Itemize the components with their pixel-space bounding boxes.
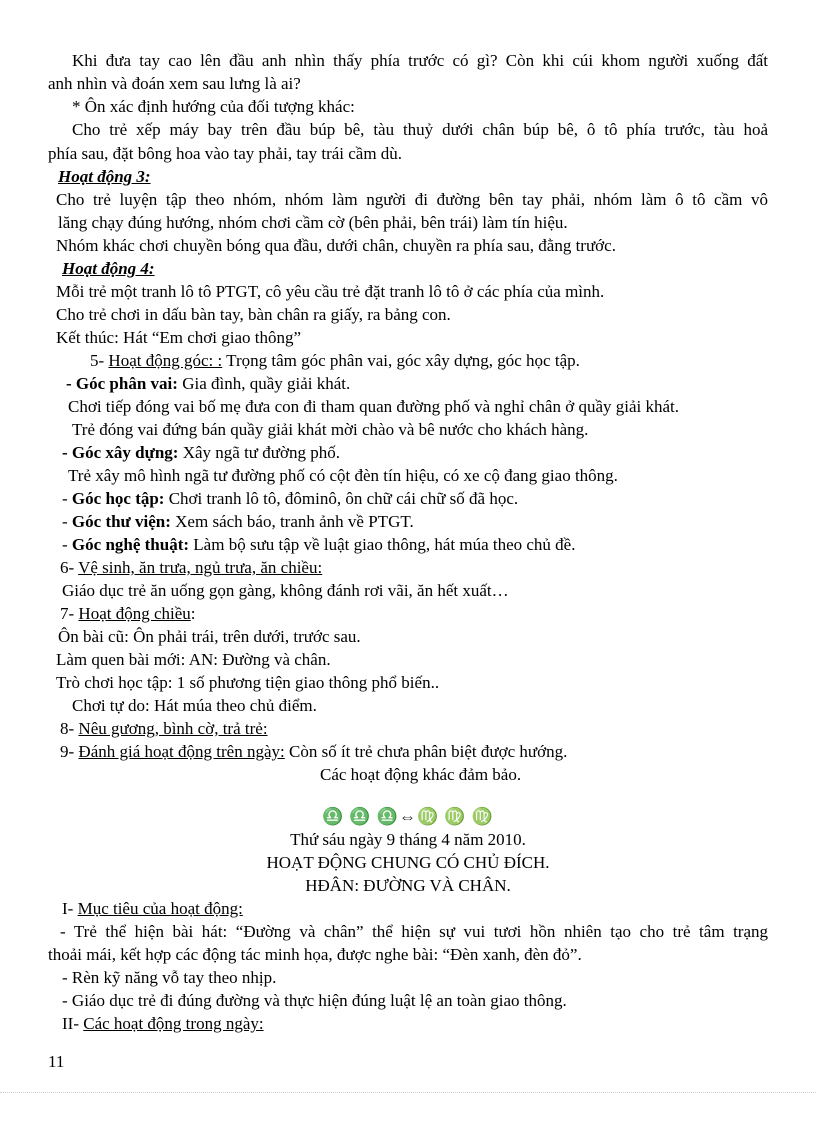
item-title: Mục tiêu của hoạt động: [77,899,243,918]
page-bottom-rule [0,1092,816,1093]
text-line: * Ôn xác định hướng của đối tượng khác: [72,97,355,116]
text-line: Trẻ đóng vai đứng bán quầy giải khát mời chào và bê nước cho khách hàng. [72,420,589,439]
corner-label: Góc thư viện: [71,512,171,531]
text-line: Chơi tự do: Hát múa theo chủ điểm. [72,696,317,715]
text-line [66,373,350,395]
text-line: Ôn bài cũ: Ôn phải trái, trên dưới, trước sau. [58,627,361,646]
text-line: - Rèn kỹ năng vỗ tay theo nhịp. [62,968,277,987]
text-line: Cho trẻ chơi in dấu bàn tay, bàn chân ra giấy, ra bảng con. [56,305,451,324]
item-number: 5- [90,351,109,370]
text-line: Cho trẻ luyện tập theo nhóm, nhóm làm người đi đường bên tay phải, nhóm làm ô tô cầm vô [56,190,768,209]
text-line: Các hoạt động khác đảm bảo. [320,765,522,784]
text-line: Khi đưa tay cao lên đầu anh nhìn thấy phía trước có gì? Còn khi cúi khom người xuống đất [72,51,768,70]
item-text: Trọng tâm góc phân vai, góc xây dựng, góc học tập. [222,351,580,370]
item-text: Xem sách báo, tranh ảnh về PTGT. [170,512,414,531]
text-line: Cho trẻ xếp máy bay trên đầu búp bê, tàu thuỷ dưới chân búp bê, ô tô phía trước, tàu hoả [72,120,768,139]
text-line: thoải mái, kết hợp các động tác minh họa, được nghe bài: “Đèn xanh, đèn đỏ”. [48,945,582,964]
item-text: Làm bộ sưu tập về luật giao thông, hát múa theo chủ đề. [189,535,576,554]
text-line: Kết thúc: Hát “Em chơi giao thông” [56,328,302,347]
numbered-heading [90,350,580,372]
text-line [62,511,414,533]
text-line: lăng chạy đúng hướng, nhóm chơi cầm cờ (bên phải, bên trái) làm tín hiệu. [58,213,568,232]
item-text: Gia đình, quầy giải khát. [177,374,351,393]
item-text: Xây ngã tư đường phố. [178,443,340,462]
text-line: Làm quen bài mới: AN: Đường và chân. [56,650,331,669]
text-line: - Giáo dục trẻ đi đúng đường và thực hiện đúng luật lệ an toàn giao thông. [62,991,567,1010]
text-line [62,534,575,556]
ornament-divider: ♎ ♎ ♎⇔♍ ♍ ♍ [321,807,494,826]
text-line: Chơi tiếp đóng vai bố mẹ đưa con đi tham quan đường phố và nghỉ chân ở quầy giải khát. [68,397,680,416]
text-line: Nhóm khác chơi chuyền bóng qua đầu, dưới chân, chuyền ra phía sau, đằng trước. [56,236,616,255]
numbered-heading [60,557,322,579]
text-line: Mỗi trẻ một tranh lô tô PTGT, cô yêu cầu trẻ đặt tranh lô tô ở các phía của mình. [56,282,605,301]
item-number: 6- [60,558,79,577]
section-heading: Hoạt động 3: [58,167,151,186]
item-number: 8- [60,719,79,738]
numbered-heading [60,603,196,625]
item-title: Hoạt động góc: : [108,351,223,370]
text-line: phía sau, đặt bông hoa vào tay phải, tay trái cầm dù. [48,144,403,163]
item-number: 7- [60,604,79,623]
text-line [62,488,518,510]
dash: - [62,512,72,531]
numbered-heading [62,898,243,920]
dash: - [62,489,72,508]
item-title: Đánh giá hoạt động trên ngày: [78,742,285,761]
numbered-heading [60,741,567,763]
item-text: Còn số ít trẻ chưa phân biệt được hướng. [284,742,568,761]
activity-subtitle: HĐÂN: ĐƯỜNG VÀ CHÂN. [305,876,511,895]
text-line: Trẻ xây mô hình ngã tư đường phố có cột đèn tín hiệu, có xe cộ đang giao thông. [68,466,618,485]
numbered-heading [62,1013,264,1035]
text-line: anh nhìn và đoán xem sau lưng là ai? [48,74,301,93]
corner-label: Góc nghệ thuật: [71,535,190,554]
corner-label: - Góc phân vai: [66,374,178,393]
date-line: Thứ sáu ngày 9 tháng 4 năm 2010. [290,830,526,849]
text-line: Giáo dục trẻ ăn uống gọn gàng, không đánh rơi vãi, ăn hết xuất… [62,581,509,600]
numbered-heading [60,718,268,740]
text-line [62,442,340,464]
item-text: Chơi tranh lô tô, đôminô, ôn chữ cái chữ số đã học. [164,489,519,508]
item-number: I- [62,899,78,918]
corner-label: Góc học tập: [71,489,165,508]
dash: - [62,535,72,554]
item-title: Nêu gương, bình cờ, trả trẻ: [78,719,268,738]
section-heading: Hoạt động 4: [62,259,155,278]
item-title: Hoạt động chiều [78,604,191,623]
item-number: 9- [60,742,79,761]
colon: : [190,604,196,623]
item-title: Vệ sinh, ăn trưa, ngủ trưa, ăn chiều: [78,558,323,577]
page-number: 11 [48,1052,65,1071]
text-line: - Trẻ thể hiện bài hát: “Đường và chân” thể hiện sự vui tươi hồn nhiên tạo cho trẻ tâm trạng [60,922,768,941]
item-title: Các hoạt động trong ngày: [83,1014,264,1033]
text-line: Trò chơi học tập: 1 số phương tiện giao thông phổ biến.. [56,673,440,692]
item-number: II- [62,1014,84,1033]
corner-label: - Góc xây dựng: [62,443,179,462]
activity-title: HOẠT ĐỘNG CHUNG CÓ CHỦ ĐÍCH. [266,853,550,872]
